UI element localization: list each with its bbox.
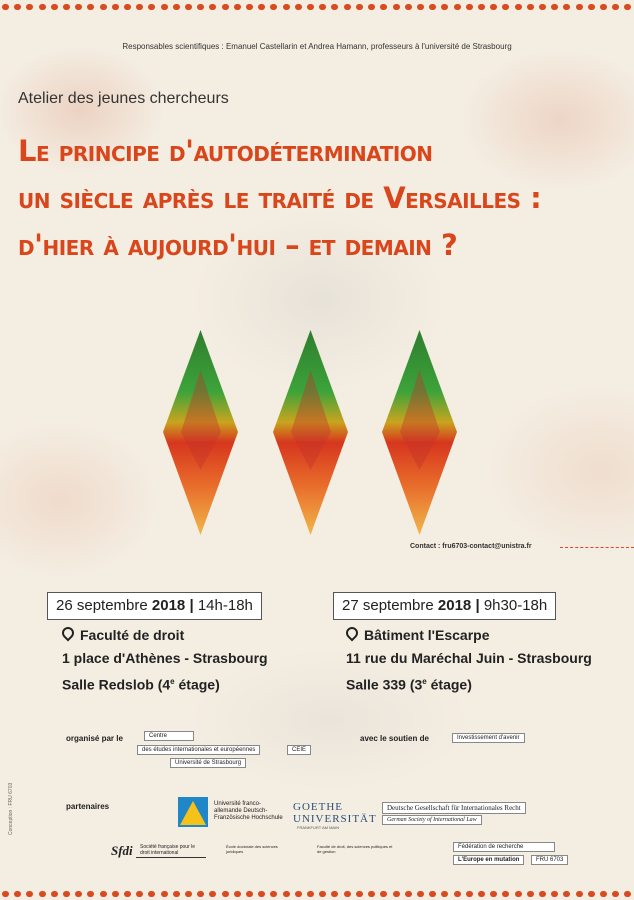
logo-ecole-doctorale: École doctorale des sciences juridiques (226, 844, 278, 854)
border-dot (454, 891, 461, 897)
border-dot (14, 891, 21, 897)
top-dot-border (0, 4, 634, 10)
day2-address: 11 rue du Maréchal Juin - Strasbourg (346, 650, 592, 666)
contact-divider (560, 547, 634, 548)
border-dot (429, 891, 436, 897)
border-dot (197, 4, 204, 10)
logo-universite-strasbourg: Université de Strasbourg (170, 758, 246, 768)
border-dot (368, 891, 375, 897)
border-dot (63, 4, 70, 10)
border-dot (246, 4, 253, 10)
day2-room: Salle 339 (3e étage) (346, 676, 472, 693)
border-dot (405, 4, 412, 10)
border-dot (600, 4, 607, 10)
day2-place: Bâtiment l'Escarpe (364, 627, 490, 643)
diamond-image-3 (382, 330, 457, 535)
border-dot (563, 891, 570, 897)
border-dot (39, 4, 46, 10)
border-dot (478, 891, 485, 897)
border-dot (576, 4, 583, 10)
border-dot (112, 891, 119, 897)
border-dot (87, 4, 94, 10)
border-dot (612, 4, 619, 10)
border-dot (576, 891, 583, 897)
border-dot (270, 4, 277, 10)
border-dot (283, 891, 290, 897)
logo-federation: Fédération de recherche (453, 842, 555, 852)
border-dot (429, 4, 436, 10)
logo-faculte-droit: Faculté de droit, des sciences politiques et de gestion (317, 844, 393, 854)
border-dot (588, 891, 595, 897)
border-dot (246, 891, 253, 897)
border-dot (112, 4, 119, 10)
border-dot (515, 4, 522, 10)
border-dot (331, 4, 338, 10)
border-dot (51, 4, 58, 10)
border-dot (466, 4, 473, 10)
border-dot (197, 891, 204, 897)
location-pin-icon (344, 625, 361, 642)
border-dot (466, 891, 473, 897)
design-credit: Conception : FRU 6703 (8, 782, 14, 835)
border-dot (173, 891, 180, 897)
border-dot (283, 4, 290, 10)
diamond-image-1 (163, 330, 238, 535)
day2-time: 9h30-18h (483, 597, 548, 614)
border-dot (161, 891, 168, 897)
logo-dgir: Deutsche Gesellschaft für Internationales Recht (382, 802, 526, 814)
logo-gsil: German Society of International Law (382, 815, 482, 825)
border-dot (39, 891, 46, 897)
border-dot (588, 4, 595, 10)
logo-fru: FRU 6703 (531, 855, 568, 865)
border-dot (295, 4, 302, 10)
border-dot (527, 891, 534, 897)
border-dot (148, 4, 155, 10)
logo-europe-mutation: L'Europe en mutation (453, 855, 524, 865)
border-dot (185, 4, 192, 10)
border-dot (380, 891, 387, 897)
border-dot (26, 4, 33, 10)
border-dot (417, 891, 424, 897)
poster-title (18, 128, 628, 269)
border-dot (393, 891, 400, 897)
border-dot (209, 891, 216, 897)
day1-room: Salle Redslob (4e étage) (62, 676, 220, 693)
day1-time: 14h-18h (197, 597, 253, 614)
border-dot (344, 4, 351, 10)
border-dot (51, 891, 58, 897)
border-dot (502, 4, 509, 10)
border-dot (222, 4, 229, 10)
border-dot (539, 4, 546, 10)
day1-place: Faculté de droit (80, 627, 185, 643)
border-dot (441, 891, 448, 897)
border-dot (209, 4, 216, 10)
logo-investissement-avenir: Investissement d'avenir (452, 733, 525, 743)
border-dot (563, 4, 570, 10)
date-box-day2: 27 septembre 2018 | 9h30-18h (333, 592, 556, 620)
day1-address: 1 place d'Athènes - Strasbourg (62, 650, 268, 666)
logo-sfdi-sub: Société française pour le droit international (136, 843, 206, 858)
logo-goethe-2: UNIVERSITÄT (293, 813, 377, 825)
border-dot (136, 4, 143, 10)
logo-ufa: Université franco-allemande Deutsch-Französische Hochschule (214, 801, 283, 821)
border-dot (173, 4, 180, 10)
border-dot (234, 891, 241, 897)
border-dot (551, 4, 558, 10)
border-dot (405, 891, 412, 897)
day2-year: 2018 (437, 597, 472, 614)
border-dot (539, 891, 546, 897)
border-dot (270, 891, 277, 897)
logo-sfdi: Sfdi (111, 843, 133, 858)
venue-day1 (62, 624, 268, 697)
border-dot (161, 4, 168, 10)
border-dot (100, 4, 107, 10)
soutien-label: avec le soutien de (360, 734, 429, 743)
border-dot (2, 4, 9, 10)
responsables-line: Responsables scientifiques : Emanuel Castellarin et Andrea Hamann, professeurs à l'université de Strasbourg (122, 42, 512, 51)
diamond-artwork (0, 330, 634, 540)
border-dot (393, 4, 400, 10)
border-dot (136, 891, 143, 897)
bottom-dot-border (0, 891, 634, 897)
border-dot (356, 4, 363, 10)
border-dot (624, 891, 631, 897)
venue-day2 (346, 624, 592, 697)
border-dot (380, 4, 387, 10)
ufa-logo-icon (178, 797, 208, 827)
border-dot (515, 891, 522, 897)
border-dot (527, 4, 534, 10)
border-dot (417, 4, 424, 10)
border-dot (331, 891, 338, 897)
border-dot (368, 4, 375, 10)
border-dot (612, 891, 619, 897)
border-dot (2, 891, 9, 897)
border-dot (319, 891, 326, 897)
border-dot (319, 4, 326, 10)
border-dot (307, 891, 314, 897)
border-dot (454, 4, 461, 10)
partenaires-label: partenaires (66, 802, 110, 811)
border-dot (502, 891, 509, 897)
title-line-2: un siècle après le traité de Versailles : (18, 181, 542, 215)
border-dot (63, 891, 70, 897)
border-dot (75, 4, 82, 10)
organise-label: organisé par le (66, 734, 123, 743)
border-dot (478, 4, 485, 10)
title-line-3: d'hier à aujourd'hui – et demain ? (18, 228, 458, 262)
logo-centre: Centre (144, 731, 194, 741)
border-dot (222, 891, 229, 897)
logo-goethe-3: FRANKFURT AM MAIN (297, 825, 340, 830)
border-dot (124, 891, 131, 897)
date-box-day1: 26 septembre 2018 | 14h-18h (47, 592, 262, 620)
border-dot (551, 891, 558, 897)
border-dot (26, 891, 33, 897)
atelier-label: Atelier des jeunes chercheurs (18, 90, 229, 107)
border-dot (124, 4, 131, 10)
border-dot (490, 891, 497, 897)
diamond-image-2 (273, 330, 348, 535)
border-dot (148, 891, 155, 897)
border-dot (100, 891, 107, 897)
logo-etudes: des études internationales et européennes (137, 745, 260, 755)
border-dot (14, 4, 21, 10)
day1-year: 2018 (151, 597, 186, 614)
border-dot (600, 891, 607, 897)
border-dot (344, 891, 351, 897)
border-dot (185, 891, 192, 897)
border-dot (258, 891, 265, 897)
contact-email[interactable]: Contact : fru6703-contact@unistra.fr (410, 543, 532, 550)
border-dot (75, 891, 82, 897)
border-dot (624, 4, 631, 10)
day2-date: 27 septembre (342, 597, 434, 614)
border-dot (234, 4, 241, 10)
border-dot (441, 4, 448, 10)
logo-ceie: CEIE (287, 745, 311, 755)
logo-goethe-1: GOETHE (293, 801, 343, 813)
border-dot (307, 4, 314, 10)
border-dot (490, 4, 497, 10)
border-dot (356, 891, 363, 897)
border-dot (87, 891, 94, 897)
border-dot (258, 4, 265, 10)
day1-date: 26 septembre (56, 597, 148, 614)
location-pin-icon (60, 625, 77, 642)
border-dot (295, 891, 302, 897)
title-line-1: Le principe d'autodétermination (18, 134, 433, 168)
